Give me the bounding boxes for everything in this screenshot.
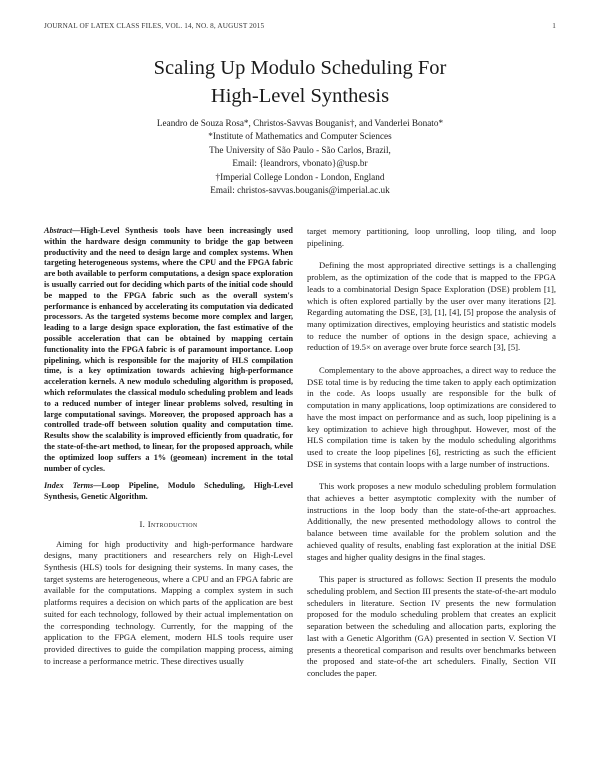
- abstract-label: Abstract: [44, 226, 73, 235]
- paragraph: This work proposes a new modulo scheduling problem formulation that achieves a better asymptotic complexity with the number of instructions in the loop body than the state-of-the-art approaches. Additionally, the new presented methodology allows to control the balance between time available for the problem solution and the achieved quality of results, enabling fast exploration at the initial DSE stages and higher quality designs in the final stages.: [307, 481, 556, 562]
- author-names: Leandro de Souza Rosa*, Christos-Savvas Bouganis†, and Vanderlei Bonato*: [156, 118, 444, 128]
- affiliation-1-email: Email: {leandrors, vbonato}@usp.br: [232, 158, 368, 169]
- affiliation-2-email: Email: christos-savvas.bouganis@imperial.ac.uk: [210, 185, 390, 196]
- index-terms: [44, 481, 293, 503]
- paragraph: This paper is structured as follows: Section II presents the modulo scheduling problem, and Section III presents the state-of-the-art modulo schedulers in literature. Section IV presents the new formulation proposed for the modulo scheduling problem that creates an explicit separation between the scheduling and allocation parts, exploring the last with a Genetic Algorithm (GA) presented in section V. Section VI presents a theoretical comparison and results over benchmarks between the proposed and state-of-the art schedulers. Finally, Section VII concludes the paper.: [307, 574, 556, 678]
- paragraph: target memory partitioning, loop unrolling, loop tiling, and loop pipelining.: [307, 226, 556, 248]
- section-numeral: I.: [139, 518, 146, 529]
- title-line-2: High-Level Synthesis: [210, 85, 390, 107]
- right-column: [307, 226, 556, 691]
- abstract-text: —High-Level Synthesis tools have been increasingly used within the hardware design community to bridge the gap between productivity and the need to design large and complex systems. When targeting heterogeneous systems, where the CPU and the FPGA fabric are both available to perform computations, a design space exploration is usually carried out for deciding which parts of the initial code should be mapped to the FPGA fabric such as the overall system's performance is enhanced by accelerating its computation via dedicated processors. As the targeted systems become more complex and larger, leading to a large design space exploration, the fast estimative of the possible acceleration that can be obtained by mapping certain functionality into the FPGA fabric is of paramount importance. Loop pipelining, which is responsible for the majority of HLS compilation time, is a key optimization towards achieving high-performance acceleration kernels. A new modulo scheduling algorithm is proposed, which reformulates the classical modulo scheduling problem and leads to a reduced number of integer linear problems solved, resulting in large computational savings. Moreover, the proposed approach has a controlled trade-off between solution quality and computation time. Results show the scalability is improved efficiently from quadratic, for the state-of-the-art method, to linear, for the proposed approach, while the optimized loop suffers a 1% (geomean) increment in the total number of cycles.: [44, 226, 293, 473]
- index-terms-label: Index Terms: [44, 481, 94, 491]
- section-title: Introduction: [147, 518, 198, 529]
- left-column: [44, 226, 293, 678]
- affiliation-1: *Institute of Mathematics and Computer Sciences: [208, 131, 392, 142]
- running-header: [44, 22, 556, 30]
- paragraph: Complementary to the above approaches, a direct way to reduce the DSE total time is by reducing the time taken to apply each optimization in the code. As loops usually are responsible for the bulk of computation in many applications, loop optimizations are considered to have the most impact on performance and as such, loop pipelining is a key optimization to achieve high throughput. However, most of the HLS compilation time is taken by the modulo scheduling algorithms used to create the loop pipelines [6], restricting as such the efficient DSE in systems that contain loops with a large number of instructions.: [307, 365, 556, 469]
- journal-header: JOURNAL OF LATEX CLASS FILES, VOL. 14, NO. 8, AUGUST 2015: [44, 22, 265, 30]
- paper-title: [44, 54, 556, 110]
- index-terms-text: —Loop Pipeline, Modulo Scheduling, High-Level Synthesis, Genetic Algorithm.: [44, 481, 294, 502]
- affiliation-1-place: The University of São Paulo - São Carlos, Brazil,: [209, 144, 391, 155]
- paragraph: Defining the most appropriated directive settings is a challenging problem, as the optimization of the code that is mapped to the FPGA leads to a combinatorial Design Space Exploration (DSE) problem [1], which is often explored partially by the user over many iterations [2]. Regarding automating the DSE, [3], [1], [4], [5] propose the analysis of many optimization directives, employing heuristics and statistic models to reduce the number of options in the design space, achieving a reduction of 19.5× on average over brute force search [3], [5].: [307, 260, 556, 353]
- abstract: [44, 226, 293, 474]
- affiliation-2: †Imperial College London - London, England: [215, 171, 385, 182]
- page-number: 1: [552, 22, 556, 30]
- title-line-1: Scaling Up Modulo Scheduling For: [153, 57, 447, 79]
- paragraph: Aiming for high productivity and high-performance hardware designs, many practitioners and researchers rely on High-Level Synthesis (HLS) tools for designing their systems. In many cases, the target systems are heterogeneous, where a CPU and an FPGA fabric are available for the computations. Mapping a complex system in such platforms requires a decision on which parts of the application are best suited for each technology, followed by their actual implementation on the corresponding technology. Currently, for the mapping of the application to the FPGA element, modern HLS tools require user provided directives to guide the compilation mapping process, aiming to increase a performance metric. These directives usually: [44, 538, 293, 666]
- author-block: [44, 117, 556, 197]
- section-heading: [44, 519, 293, 531]
